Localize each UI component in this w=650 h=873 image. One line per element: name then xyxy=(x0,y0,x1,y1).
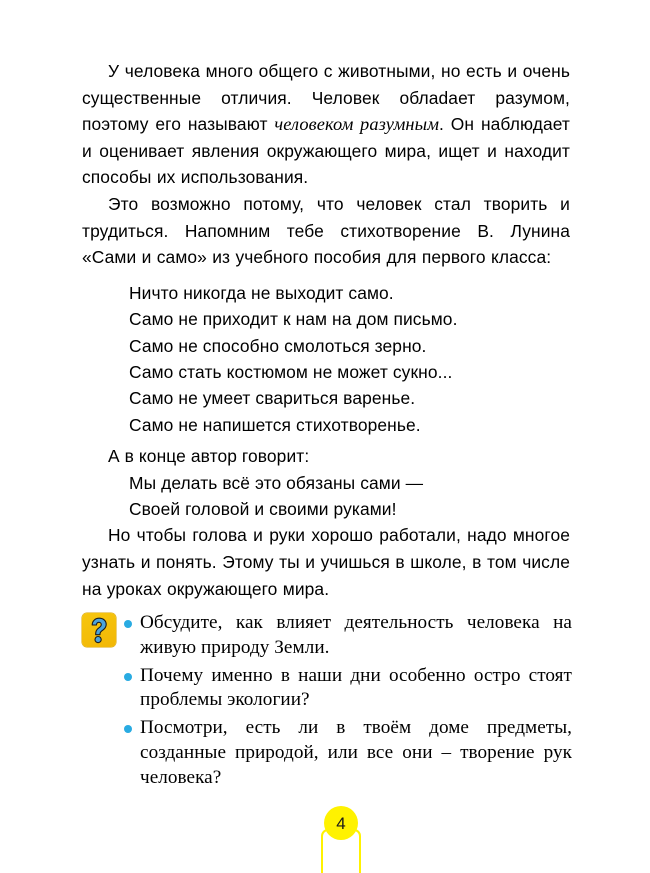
paragraph-2: Это возможно потому, что человек стал творить и трудиться. Напомним тебе стихотворение В. Лунина «Сами и само» из учебного пособия для первого класса: xyxy=(82,193,570,268)
poem-line: Мы делать всё это обязаны сами — xyxy=(129,472,424,493)
poem-block-2 xyxy=(82,470,570,523)
bullet-dot-icon xyxy=(124,620,132,628)
list-item xyxy=(124,664,572,714)
question-list xyxy=(124,611,572,791)
poem-line: Ничто никогда не выходит само. xyxy=(129,282,394,303)
poem-line: Само не способно смолоться зерно. xyxy=(129,335,427,356)
poem-line: Само стать костюмом не может сукно... xyxy=(129,361,453,382)
italic-term-homo-sapiens: человеком разумным xyxy=(274,114,440,135)
page-body-content xyxy=(82,58,570,602)
poem-line: Своей головой и своими руками! xyxy=(129,499,397,519)
question-mark-icon xyxy=(82,613,116,647)
questions-section xyxy=(82,611,572,791)
question-text: Почему именно в наши дни особенно остро стоят проблемы экологии? xyxy=(140,664,572,711)
list-item xyxy=(124,716,572,790)
poem-line: Само не умеет свариться варенье. xyxy=(129,388,416,409)
paragraph-1 xyxy=(82,58,570,191)
author-intro-line: А в конце автор говорит: xyxy=(108,446,310,467)
question-text: Посмотри, есть ли в твоём доме предметы, созданные природой, или все они – творение рук человека? xyxy=(140,717,572,788)
bullet-dot-icon xyxy=(124,725,132,733)
page-number-badge: 4 xyxy=(324,806,358,840)
poem-line: Само не напишется стихотворенье. xyxy=(129,414,421,435)
paragraph-1-part-1: У человека много общего с животными, но есть и очень существенные отличия. Человек облаdает разумом, поэтому его называют xyxy=(82,61,570,135)
question-text: Обсудите, как влияет деятельность человека на живую природу Земли. xyxy=(140,612,572,658)
list-item xyxy=(124,611,572,661)
paragraph-3: Но чтобы голова и руки хорошо работали, надо многое узнать и понять. Этому ты и учишься в школе, в том числе на уроках окружающего мира. xyxy=(82,525,570,599)
paragraph-1-part-2: . Он наблюдает и оценивает явления окружающего мира, ищет и находит способы их использования. xyxy=(82,114,570,188)
poem-block-1 xyxy=(82,280,570,438)
poem-line: Само не приходит к нам на дом письмо. xyxy=(129,309,458,330)
bullet-dot-icon xyxy=(124,673,132,681)
